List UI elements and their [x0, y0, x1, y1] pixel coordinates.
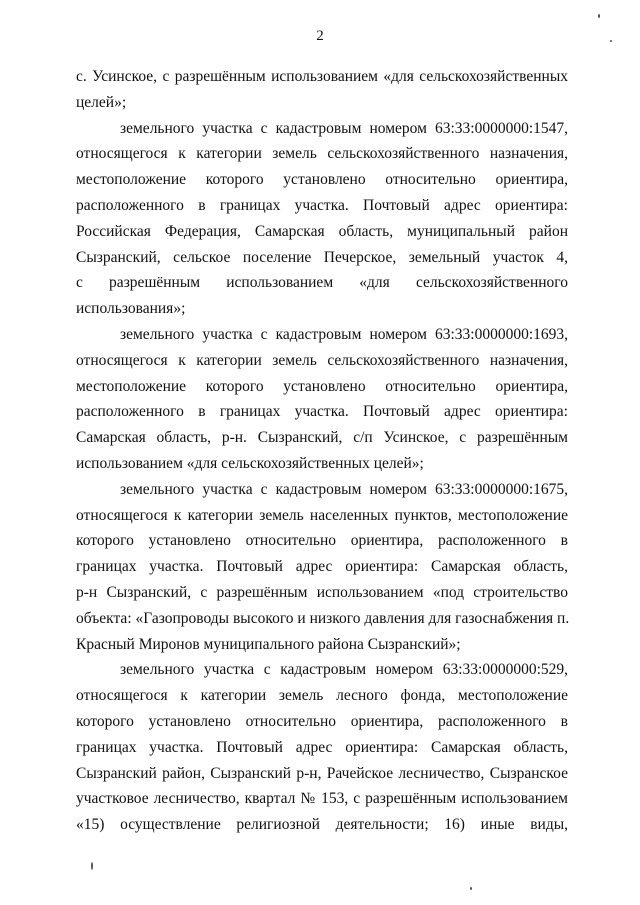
text-line: земельного участка с кадастровым номером 63:33:0000000:1547,	[120, 119, 568, 137]
text-line: участковое лесничество, квартал № 153, с разрешённым использованием	[76, 790, 568, 808]
text-line: расположенного в границах участка. Почтовый адрес ориентира:	[76, 197, 568, 214]
text-line: Сызранский район, Сызранский р-н, Рачейское лесничество, Сызранское	[76, 764, 568, 782]
text-line: земельного участка с кадастровым номером 63:33:0000000:529,	[120, 661, 568, 679]
text-line: которого установлено относительно ориентира, расположенного в	[76, 532, 568, 550]
text-line: относящегося к категории земель лесного фонда, местоположение	[76, 687, 568, 705]
scan-speck	[610, 40, 612, 42]
text-line: использованием «для сельскохозяйственных целей»;	[76, 455, 424, 472]
text-line: границах участка. Почтовый адрес ориентира: Самарская область,	[76, 738, 568, 756]
text-line: Красный Миронов муниципального района Сызранский»;	[76, 635, 461, 653]
text-line: Сызранский, сельское поселение Печерское, земельный участок 4,	[76, 248, 568, 266]
scan-speck	[470, 887, 472, 890]
scan-speck	[598, 14, 600, 18]
page-number: 2	[316, 28, 324, 44]
text-line: с разрешённым использованием «для сельскохозяйственного	[76, 274, 568, 292]
text-line: границах участка. Почтовый адрес ориентира: Самарская область,	[76, 558, 568, 576]
text-line: целей»;	[76, 93, 127, 111]
text-line: местоположение которого установлено относительно ориентира,	[76, 377, 568, 395]
text-line: использования»;	[76, 300, 186, 318]
text-line: «15) осуществление религиозной деятельности; 16) иные виды,	[76, 816, 568, 834]
text-line: относящегося к категории земель населенных пунктов, местоположение	[76, 506, 568, 524]
text-line: земельного участка с кадастровым номером 63:33:0000000:1693,	[120, 326, 568, 343]
text-line: относящегося к категории земель сельскохозяйственного назначения,	[76, 145, 568, 163]
text-line: р-н Сызранский, с разрешённым использованием «под строительство	[76, 584, 568, 601]
text-line: которого установлено относительно ориентира, расположенного в	[76, 713, 568, 730]
scan-speck	[91, 862, 93, 870]
text-line: с. Усинское, с разрешённым использованием «для сельскохозяйственных	[76, 68, 568, 85]
text-line: расположенного в границах участка. Почтовый адрес ориентира:	[76, 403, 568, 421]
text-line: объекта: «Газопроводы высокого и низкого давления для газоснабжения п.	[76, 609, 570, 627]
text-line: местоположение которого установлено относительно ориентира,	[76, 171, 568, 189]
text-line: Российская Федерация, Самарская область, муниципальный район	[76, 222, 568, 240]
text-line: земельного участка с кадастровым номером 63:33:0000000:1675,	[120, 480, 568, 498]
text-line: Самарская область, р-н. Сызранский, с/п Усинское, с разрешённым	[76, 429, 568, 447]
text-line: относящегося к категории земель сельскохозяйственного назначения,	[76, 351, 568, 369]
